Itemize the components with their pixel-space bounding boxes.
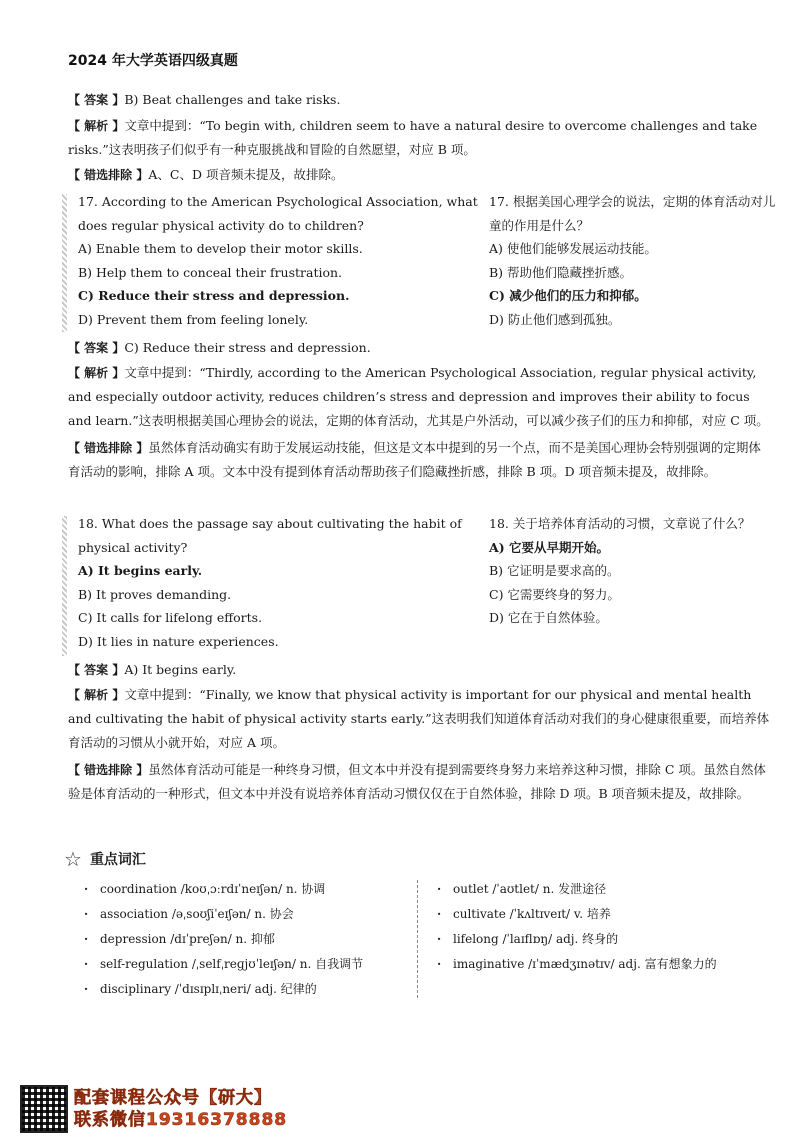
vocab-header — [64, 847, 146, 871]
question-stem: 18. What does the passage say about cultivating the habit of physical activity? — [78, 516, 462, 555]
analysis-text: 文章中提到：“To begin with, children seem to have a natural desire to overcome challenges and take risks.”这表明孩子们似乎有一种克服挑战和冒险的自然愿望，对应 B 项。 — [68, 118, 758, 157]
footer-promo — [20, 1084, 287, 1134]
vocab-list-right — [437, 877, 757, 977]
analysis-tag: 【 解析 】 — [68, 119, 125, 133]
exclude-tag: 【 错选排除 】 — [68, 763, 149, 777]
vocab-title: 重点词汇 — [89, 852, 146, 868]
analysis-tag: 【 解析 】 — [68, 688, 125, 702]
vocab-item: · association /əˌsoʊʃiˈeɪʃən/ n. 协会 — [84, 902, 404, 927]
vocab-item: · disciplinary /ˈdɪsɪplɪˌneri/ adj. 纪律的 — [84, 977, 404, 1002]
question-17-english — [78, 190, 478, 331]
q18-exclude — [68, 758, 772, 806]
vocab-item: · depression /dɪˈpreʃən/ n. 抑郁 — [84, 927, 404, 952]
option-d: D) Prevent them from feeling lonely. — [78, 311, 309, 327]
page-title: 2024 年大学英语四级真题 — [68, 53, 238, 69]
analysis-tag: 【 解析 】 — [68, 366, 125, 380]
option-a-cn-correct: A) 它要从早期开始。 — [489, 539, 609, 555]
q16-exclude — [68, 163, 772, 187]
option-d-cn: D) 防止他们感到孤独。 — [489, 311, 621, 327]
option-b-cn: B) 帮助他们隐藏挫折感。 — [489, 264, 633, 280]
exclude-text: A、C、D 项音频未提及，故排除。 — [148, 167, 344, 182]
question-18-chinese — [489, 512, 779, 630]
vocab-item: · lifelong /ˈlaɪflɒŋ/ adj. 终身的 — [437, 927, 757, 952]
question-stem-cn: 17. 根据美国心理学会的说法，定期的体育活动对儿童的作用是什么？ — [489, 194, 776, 233]
vocab-item: · cultivate /ˈkʌltɪveɪt/ v. 培养 — [437, 902, 757, 927]
question-bar — [62, 516, 67, 656]
question-stem-cn: 18. 关于培养体育活动的习惯，文章说了什么？ — [489, 516, 751, 531]
option-a-correct: A) It begins early. — [78, 563, 203, 578]
option-c-correct: C) Reduce their stress and depression. — [78, 288, 350, 303]
option-c-cn: C) 它需要终身的努力。 — [489, 586, 620, 602]
star-icon: ☆ — [64, 847, 82, 871]
q18-answer — [68, 658, 772, 682]
q17-exclude — [68, 436, 772, 484]
exclude-tag: 【 错选排除 】 — [68, 441, 149, 455]
option-d-cn: D) 它在于自然体验。 — [489, 610, 608, 625]
analysis-text: 文章中提到：“Finally, we know that physical activity is important for our physical and mental health and cultivating the habit of physical activity starts early.”这表明我们知道体育活动对我们的身心健康很重要，而培养体育活动的习惯从小就开始，对应 A 项。 — [68, 687, 770, 750]
option-d: D) It lies in nature experiences. — [78, 633, 279, 649]
exclude-tag: 【 错选排除 】 — [68, 168, 149, 182]
option-a-cn: A) 使他们能够发展运动技能。 — [489, 241, 657, 256]
vocab-list-left — [84, 877, 404, 1002]
vocab-item: · self-regulation /ˌselfˌreɡjʊˈleɪʃən/ n. 自我调节 — [84, 952, 404, 977]
option-b: B) It proves demanding. — [78, 586, 232, 602]
question-18 — [62, 512, 774, 656]
question-18-english — [78, 512, 478, 653]
analysis-text: 文章中提到：“Thirdly, according to the American Psychological Association, regular physical activity, and especially outdoor activity, reduces children’s stress and depression and improves their ability to focus and learn.”这表明根据美国心理协会的说法，定期的体育活动，尤其是户外活动，可以减少孩子们的压力和抑郁，对应 C 项。 — [68, 365, 769, 428]
vocab-item: · imaginative /ɪˈmædʒɪnətɪv/ adj. 富有想象力的 — [437, 952, 757, 977]
q18-analysis — [68, 683, 772, 755]
answer-text: C) Reduce their stress and depression. — [124, 340, 371, 355]
q16-analysis — [68, 114, 772, 162]
answer-text: A) It begins early. — [124, 662, 237, 677]
option-b: B) Help them to conceal their frustration. — [78, 264, 343, 280]
question-stem: 17. According to the American Psychological Association, what does regular physical activity do to children? — [78, 194, 478, 233]
promo-line-2: 联系微信19316378888 — [74, 1110, 288, 1130]
promo-line-1: 配套课程公众号【研大】 — [74, 1088, 272, 1108]
answer-text: B) Beat challenges and take risks. — [124, 92, 341, 107]
question-17 — [62, 190, 774, 332]
question-bar — [62, 194, 67, 332]
answer-tag: 【 答案 】 — [68, 341, 125, 355]
option-c: C) It calls for lifelong efforts. — [78, 610, 263, 625]
qr-code-icon — [20, 1085, 68, 1133]
q17-answer — [68, 336, 772, 360]
exclude-text: 虽然体育活动确实有助于发展运动技能，但这是文本中提到的另一个点，而不是美国心理协会特别强调的定期体育活动的影响，排除 A 项。文本中没有提到体育活动帮助孩子们隐藏挫折感，排除 B 项。D 项音频未提及，故排除。 — [68, 440, 761, 479]
question-17-chinese — [489, 190, 779, 331]
answer-tag: 【 答案 】 — [68, 93, 125, 107]
vocab-divider — [417, 880, 418, 998]
q17-analysis — [68, 361, 772, 433]
option-b-cn: B) 它证明是要求高的。 — [489, 563, 620, 578]
vocab-item: · outlet /ˈaʊtlet/ n. 发泄途径 — [437, 877, 757, 902]
option-c-cn-correct: C) 减少他们的压力和抑郁。 — [489, 288, 647, 303]
option-a: A) Enable them to develop their motor skills. — [78, 241, 363, 256]
q16-answer — [68, 88, 772, 112]
exclude-text: 虽然体育活动可能是一种终身习惯，但文本中并没有提到需要终身努力来培养这种习惯，排除 C 项。虽然自然体验是体育活动的一种形式，但文本中并没有说培养体育活动习惯仅仅在于自然体验，排除 D 项。B 项音频未提及，故排除。 — [68, 762, 766, 801]
vocab-item: · coordination /koʊˌɔːrdɪˈneɪʃən/ n. 协调 — [84, 877, 404, 902]
promo-text — [74, 1087, 287, 1131]
answer-tag: 【 答案 】 — [68, 663, 125, 677]
